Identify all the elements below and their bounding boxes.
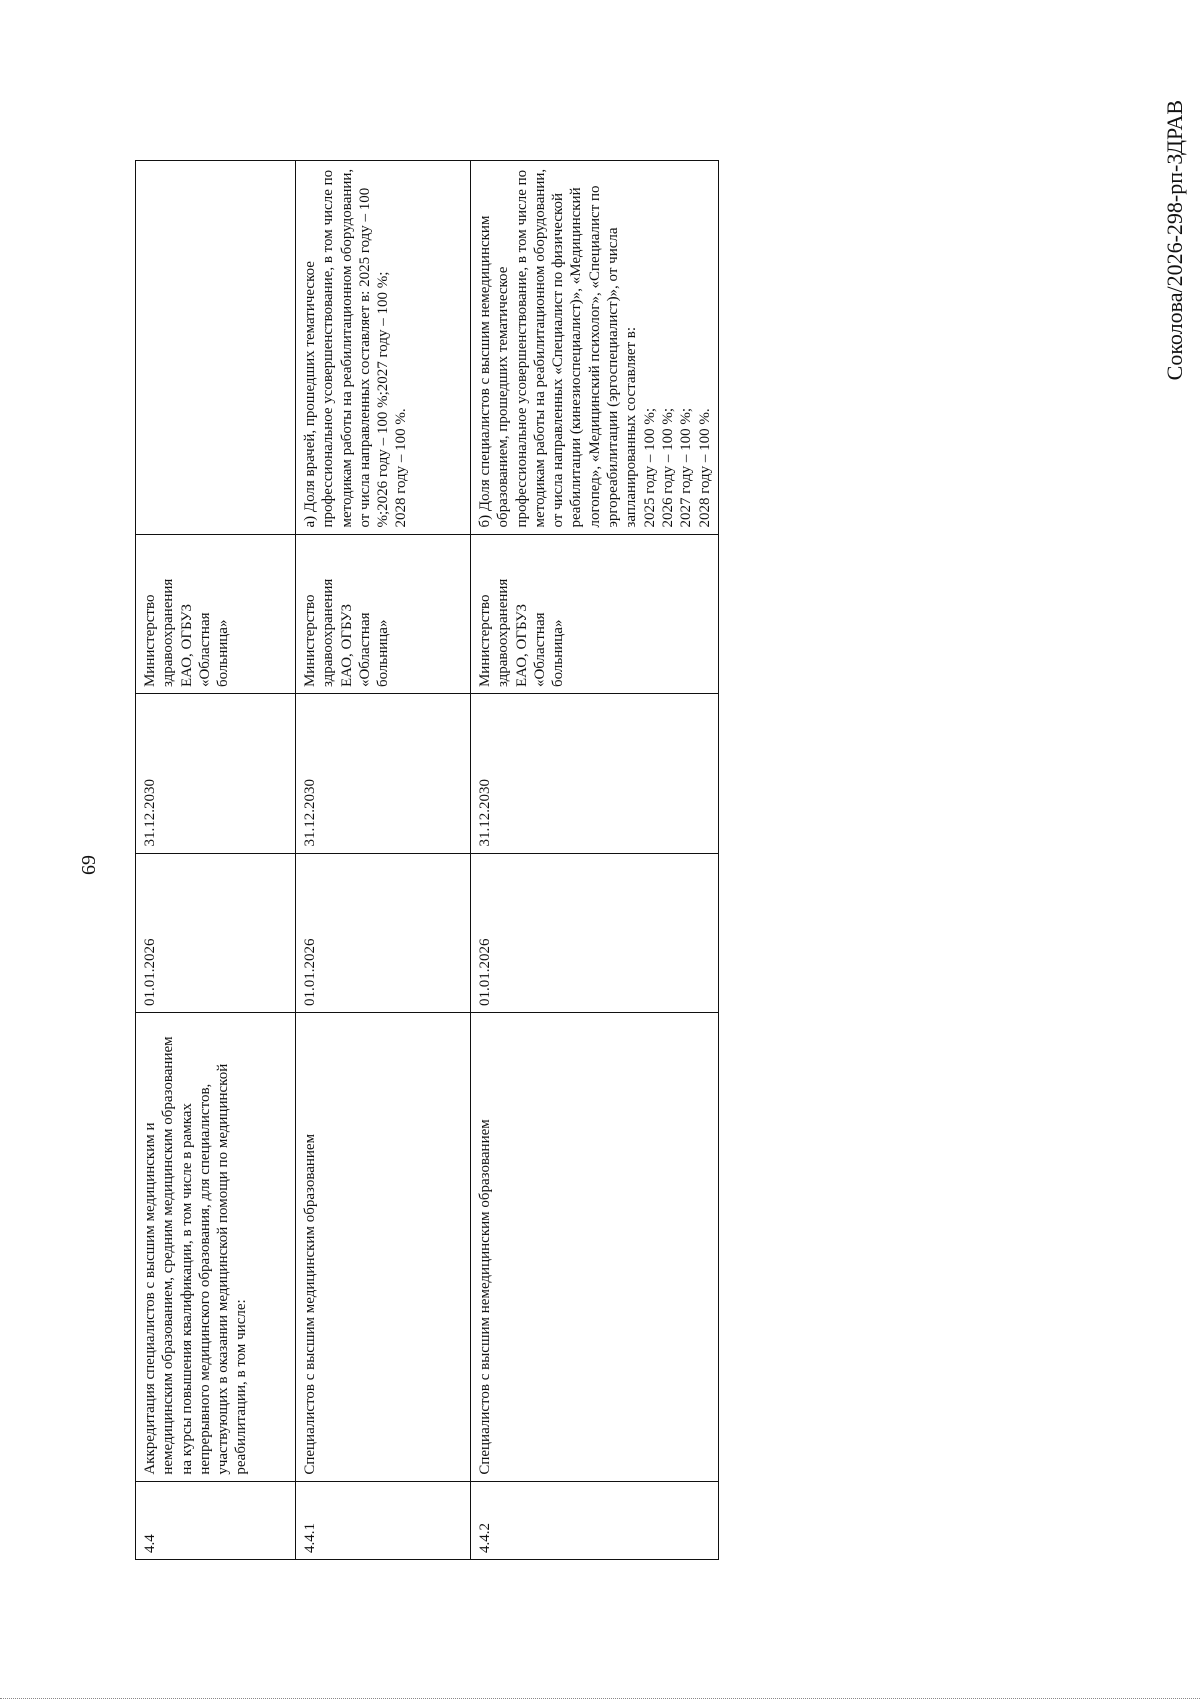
measures-table	[135, 160, 719, 1560]
responsible-cell: Министерство здравоохранения ЕАО, ОГБУЗ «Областная больница»	[136, 534, 296, 693]
row-number-cell: 4.4	[136, 1481, 296, 1559]
document-code: Соколова/2026-298-рп-ЗДРАВ	[1162, 100, 1187, 381]
end-date-cell: 31.12.2030	[136, 694, 296, 853]
start-date-cell: 01.01.2026	[471, 853, 719, 1012]
row-number-cell: 4.4.2	[471, 1481, 719, 1559]
scan-edge-divider	[0, 1698, 1200, 1705]
responsible-cell: Министерство здравоохранения ЕАО, ОГБУЗ «Областная больница»	[296, 534, 471, 693]
start-date-cell: 01.01.2026	[136, 853, 296, 1012]
result-cell: б) Доля специалистов с высшим немедицинским образованием, прошедших тематическое профессиональное усовершенствование, в том числе по методикам работы на реабилитационном оборудовании, от числа направленных «Специалист по физической реабилитации (кинезиоспециалист)», «Медицинский логопед», «Медицинский психолог», «Специалист по эргореабилитации (эргоспециалист)», от числа запланированных составляет в: 2025 году – 100 %; 2026 году – 100 %; 2027 году – 100 %; 2028 году – 100 %.	[471, 161, 719, 535]
table-row	[471, 161, 719, 1560]
table-row	[296, 161, 471, 1560]
start-date-cell: 01.01.2026	[296, 853, 471, 1012]
end-date-cell: 31.12.2030	[296, 694, 471, 853]
result-cell	[136, 161, 296, 535]
event-cell: Специалистов с высшим медицинским образованием	[296, 1013, 471, 1482]
row-number-cell: 4.4.1	[296, 1481, 471, 1559]
result-cell: а) Доля врачей, прошедших тематическое профессиональное усовершенствование, в том числе по методикам работы на реабилитационном оборудовании, от числа направленных составляет в: 2025 году – 100 %;2026 году – 100 %;2027 году – 100 %; 2028 году – 100 %.	[296, 161, 471, 535]
event-cell: Аккредитация специалистов с высшим медицинским и немедицинским образованием, средним медицинским образованием на курсы повышения квалификации, в том числе в рамках непрерывного медицинского образования, для специалистов, участвующих в оказании медицинской помощи по медицинской реабилитации, в том числе:	[136, 1013, 296, 1482]
end-date-cell: 31.12.2030	[471, 694, 719, 853]
event-cell: Специалистов с высшим немедицинским образованием	[471, 1013, 719, 1482]
page-number: 69	[78, 855, 100, 875]
responsible-cell: Министерство здравоохранения ЕАО, ОГБУЗ «Областная больница»	[471, 534, 719, 693]
table-row	[136, 161, 296, 1560]
